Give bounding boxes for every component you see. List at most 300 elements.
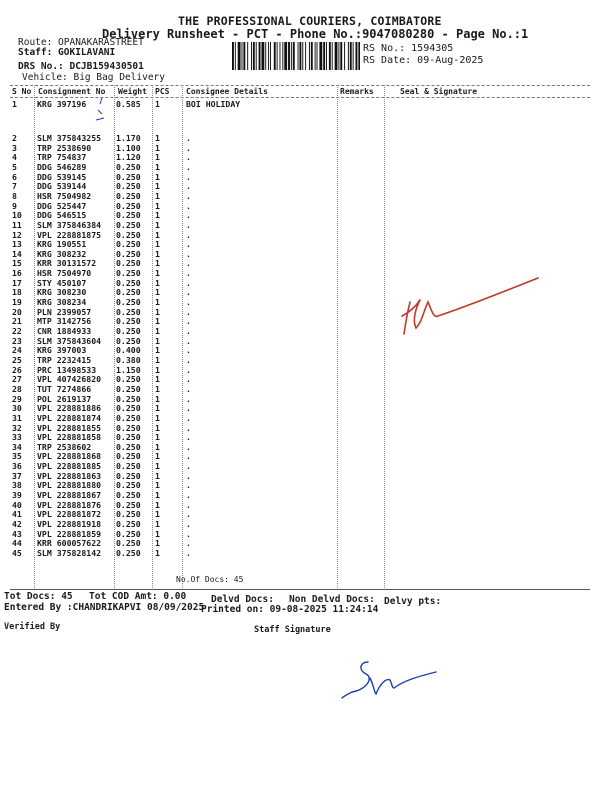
row-pcs: 1 bbox=[155, 268, 160, 279]
table-row bbox=[10, 269, 210, 278]
row-sno: 36 bbox=[12, 461, 22, 472]
row-consignment: KRG 308230 bbox=[37, 287, 87, 298]
barcode-bar bbox=[299, 42, 301, 70]
row-weight: 0.250 bbox=[116, 499, 141, 510]
row-sno: 13 bbox=[12, 239, 22, 250]
route-label: Route: OPANAKARASTREET bbox=[18, 37, 144, 48]
row-consignee-dot: . bbox=[186, 461, 191, 472]
row-pcs: 1 bbox=[155, 432, 160, 443]
row-sno: 35 bbox=[12, 451, 22, 462]
row-consignee-dot: . bbox=[186, 239, 191, 250]
row-sno: 4 bbox=[12, 152, 17, 163]
row-consignment: VPL 228881868 bbox=[37, 451, 102, 462]
row-sno: 43 bbox=[12, 528, 22, 539]
table-row bbox=[10, 240, 210, 249]
barcode-bar bbox=[277, 42, 278, 70]
table-row bbox=[10, 317, 210, 326]
row-consignee-dot: . bbox=[186, 210, 191, 221]
barcode-bar bbox=[261, 42, 264, 70]
row-weight: 0.250 bbox=[116, 258, 141, 269]
table-row bbox=[10, 221, 210, 230]
row-weight: 0.250 bbox=[116, 306, 141, 317]
table-row bbox=[10, 337, 210, 346]
row-consignee-dot: . bbox=[186, 229, 191, 240]
row-consignee-dot: . bbox=[186, 161, 191, 172]
row-consignment: KRG 190551 bbox=[37, 239, 87, 250]
table-row bbox=[10, 231, 210, 240]
table-row bbox=[10, 481, 210, 490]
barcode-image bbox=[232, 42, 360, 70]
row-pcs: 1 bbox=[155, 519, 160, 529]
row-weight: 0.380 bbox=[116, 354, 141, 365]
row-consignment: HSR 7504970 bbox=[37, 268, 92, 279]
row-weight: 0.250 bbox=[116, 461, 141, 472]
row-pcs: 1 bbox=[155, 335, 160, 346]
row-weight: 0.250 bbox=[116, 248, 141, 259]
row-weight: 0.250 bbox=[116, 219, 141, 230]
col-header-weight: Weight bbox=[118, 87, 147, 96]
tot-docs: Tot Docs: 45 bbox=[4, 591, 73, 602]
row-pcs: 1 bbox=[155, 499, 160, 510]
table-row bbox=[10, 452, 210, 461]
row-consignee-dot: . bbox=[186, 287, 191, 298]
row-sno: 33 bbox=[12, 432, 22, 443]
row-sno: 27 bbox=[12, 374, 22, 385]
row-weight: 0.250 bbox=[116, 200, 141, 211]
row-weight: 0.585 bbox=[116, 99, 141, 109]
row-weight: 0.250 bbox=[116, 171, 141, 182]
row-sno: 26 bbox=[12, 364, 22, 375]
row-pcs: 1 bbox=[155, 306, 160, 317]
table-row bbox=[10, 414, 210, 423]
row-sno: 19 bbox=[12, 297, 22, 308]
row-consignment: SLM 375828142 bbox=[37, 547, 102, 558]
ink-mark-icon bbox=[92, 96, 110, 126]
row-pcs: 1 bbox=[155, 326, 160, 336]
row-consignee-dot: . bbox=[186, 490, 191, 501]
column-divider bbox=[337, 85, 338, 590]
table-row bbox=[10, 549, 210, 558]
row-pcs: 1 bbox=[155, 547, 160, 558]
table-row bbox=[10, 298, 210, 307]
barcode-bar bbox=[274, 42, 276, 70]
table-row bbox=[10, 288, 210, 297]
row-consignment: TUT 7274866 bbox=[37, 383, 92, 394]
row-consignment: VPL 228881867 bbox=[37, 490, 102, 501]
row-weight: 1.170 bbox=[116, 133, 141, 143]
row-consignee-dot: . bbox=[186, 258, 191, 269]
row-consignment: KRG 397003 bbox=[37, 345, 87, 356]
barcode-bar bbox=[305, 42, 306, 70]
row-sno: 30 bbox=[12, 403, 22, 414]
row-sno: 18 bbox=[12, 287, 22, 298]
barcode-bar bbox=[302, 42, 303, 70]
table-row bbox=[10, 530, 210, 539]
barcode-bar bbox=[298, 42, 299, 70]
row-consignee-dot: . bbox=[186, 364, 191, 375]
delvd-docs: Delvd Docs: bbox=[211, 594, 274, 605]
row-consignment: VPL 228881880 bbox=[37, 480, 102, 491]
table-row bbox=[10, 510, 210, 519]
row-consignment: VPL 228881855 bbox=[37, 422, 102, 433]
row-consignee: BOI HOLIDAY bbox=[186, 99, 241, 109]
barcode-bar bbox=[265, 42, 266, 70]
row-consignee-dot: . bbox=[186, 277, 191, 288]
row-sno: 25 bbox=[12, 354, 22, 365]
tot-cod-amt: Tot COD Amt: 0.00 bbox=[89, 591, 187, 602]
col-header-pcs: PCS bbox=[155, 87, 170, 96]
row-weight: 0.250 bbox=[116, 393, 141, 404]
row-pcs: 1 bbox=[155, 412, 160, 423]
col-header-consignment: Consignment No bbox=[38, 87, 106, 96]
row-pcs: 1 bbox=[155, 161, 160, 172]
row-pcs: 1 bbox=[155, 383, 160, 394]
row-pcs: 1 bbox=[155, 171, 160, 182]
row-sno: 37 bbox=[12, 470, 22, 481]
row-consignee-dot: . bbox=[186, 248, 191, 259]
row-consignment: DDG 546289 bbox=[37, 161, 87, 172]
row-pcs: 1 bbox=[155, 509, 160, 520]
row-consignment: HSR 7504982 bbox=[37, 190, 92, 201]
row-pcs: 1 bbox=[155, 200, 160, 211]
row-consignee-dot: . bbox=[186, 297, 191, 308]
row-pcs: 1 bbox=[155, 528, 160, 539]
row-consignment: TRP 2538690 bbox=[37, 142, 92, 153]
table-row bbox=[10, 472, 210, 481]
row-sno: 10 bbox=[12, 210, 22, 221]
row-weight: 0.250 bbox=[116, 509, 141, 520]
row-weight: 0.250 bbox=[116, 490, 141, 501]
table-row bbox=[10, 385, 210, 394]
row-pcs: 1 bbox=[155, 239, 160, 250]
barcode-bar bbox=[358, 42, 360, 70]
barcode-bar bbox=[340, 42, 342, 70]
row-weight: 0.250 bbox=[116, 277, 141, 288]
table-row bbox=[10, 346, 210, 355]
row-pcs: 1 bbox=[155, 393, 160, 404]
table-row bbox=[10, 144, 210, 153]
row-consignment: VPL 228881885 bbox=[37, 461, 102, 472]
row-weight: 0.250 bbox=[116, 528, 141, 539]
row-consignment: TRP 2538602 bbox=[37, 441, 92, 452]
barcode-bar bbox=[238, 42, 241, 70]
table-bottom-rule bbox=[10, 589, 590, 590]
row-consignment: VPL 228881858 bbox=[37, 432, 102, 443]
row-weight: 0.250 bbox=[116, 432, 141, 443]
row-pcs: 1 bbox=[155, 229, 160, 240]
row-consignment: KRG 308232 bbox=[37, 248, 87, 259]
table-row bbox=[10, 356, 210, 365]
row-consignment: VPL 228881874 bbox=[37, 412, 102, 423]
row-consignee-dot: . bbox=[186, 412, 191, 423]
table-row bbox=[10, 443, 210, 452]
row-sno: 2 bbox=[12, 133, 17, 143]
col-header-sno: S No bbox=[12, 87, 32, 96]
row-consignee-dot: . bbox=[186, 528, 191, 539]
row-sno: 31 bbox=[12, 412, 22, 423]
barcode-bar bbox=[348, 42, 349, 70]
row-pcs: 1 bbox=[155, 219, 160, 230]
row-sno: 32 bbox=[12, 422, 22, 433]
row-consignee-dot: . bbox=[186, 393, 191, 404]
table-row bbox=[10, 491, 210, 500]
row-consignee-dot: . bbox=[186, 326, 191, 336]
row-weight: 0.250 bbox=[116, 326, 141, 336]
table-row bbox=[10, 501, 210, 510]
row-consignment: STY 450107 bbox=[37, 277, 87, 288]
entered-by: Entered By :CHANDRIKAPVI 08/09/2025 bbox=[4, 602, 205, 613]
row-sno: 23 bbox=[12, 335, 22, 346]
row-weight: 0.250 bbox=[116, 374, 141, 385]
barcode-bar bbox=[350, 42, 352, 70]
col-header-consignee: Consignee Details bbox=[186, 87, 268, 96]
table-row bbox=[10, 395, 210, 404]
row-sno: 5 bbox=[12, 161, 17, 172]
row-weight: 0.250 bbox=[116, 470, 141, 481]
row-pcs: 1 bbox=[155, 297, 160, 308]
verified-by: Verified By bbox=[4, 622, 61, 632]
row-weight: 0.250 bbox=[116, 287, 141, 298]
col-header-remarks: Remarks bbox=[340, 87, 374, 96]
row-sno: 15 bbox=[12, 258, 22, 269]
row-consignee-dot: . bbox=[186, 133, 191, 143]
row-sno: 39 bbox=[12, 490, 22, 501]
row-consignment: VPL 228881872 bbox=[37, 509, 102, 520]
row-consignee-dot: . bbox=[186, 268, 191, 279]
row-weight: 0.250 bbox=[116, 297, 141, 308]
row-sno: 45 bbox=[12, 547, 22, 558]
barcode-bar bbox=[280, 42, 281, 70]
row-consignee-dot: . bbox=[186, 354, 191, 365]
row-consignee-dot: . bbox=[186, 403, 191, 414]
row-pcs: 1 bbox=[155, 403, 160, 414]
table-row bbox=[10, 539, 210, 548]
row-consignment: SLM 375846384 bbox=[37, 219, 102, 230]
row-consignee-dot: . bbox=[186, 316, 191, 327]
row-pcs: 1 bbox=[155, 181, 160, 192]
table-row bbox=[10, 308, 210, 317]
row-sno: 6 bbox=[12, 171, 17, 182]
runsheet-title: Delivery Runsheet - PCT - Phone No.:9047080280 - Page No.:1 bbox=[102, 27, 529, 41]
row-consignee-dot: . bbox=[186, 152, 191, 163]
row-pcs: 1 bbox=[155, 99, 160, 109]
row-consignment: PLN 2399057 bbox=[37, 306, 92, 317]
row-sno: 14 bbox=[12, 248, 22, 259]
row-pcs: 1 bbox=[155, 470, 160, 481]
row-consignee-dot: . bbox=[186, 200, 191, 211]
row-sno: 16 bbox=[12, 268, 22, 279]
row-sno: 7 bbox=[12, 181, 17, 192]
row-consignee-dot: . bbox=[186, 547, 191, 558]
barcode-bar bbox=[338, 42, 339, 70]
row-consignee-dot: . bbox=[186, 480, 191, 491]
row-sno: 9 bbox=[12, 200, 17, 211]
row-weight: 0.250 bbox=[116, 422, 141, 433]
row-consignee-dot: . bbox=[186, 519, 191, 529]
row-consignment: DDG 546515 bbox=[37, 210, 87, 221]
barcode-bar bbox=[282, 42, 283, 70]
row-pcs: 1 bbox=[155, 480, 160, 491]
row-sno: 41 bbox=[12, 509, 22, 520]
barcode-bar bbox=[232, 42, 234, 70]
row-weight: 0.250 bbox=[116, 210, 141, 221]
row-consignee-dot: . bbox=[186, 499, 191, 510]
table-row bbox=[10, 520, 210, 529]
row-weight: 0.250 bbox=[116, 480, 141, 491]
barcode-bar bbox=[344, 42, 345, 70]
row-pcs: 1 bbox=[155, 210, 160, 221]
row-sno: 1 bbox=[12, 99, 17, 109]
row-weight: 0.250 bbox=[116, 383, 141, 394]
row-pcs: 1 bbox=[155, 190, 160, 201]
row-sno: 24 bbox=[12, 345, 22, 356]
barcode-bar bbox=[323, 42, 325, 70]
barcode-bar bbox=[256, 42, 257, 70]
row-consignee-dot: . bbox=[186, 432, 191, 443]
row-consignee-dot: . bbox=[186, 374, 191, 385]
rs-date: RS Date: 09-Aug-2025 bbox=[363, 55, 484, 66]
row-weight: 0.250 bbox=[116, 538, 141, 549]
row-weight: 0.250 bbox=[116, 412, 141, 423]
row-consignment: VPL 228881886 bbox=[37, 403, 102, 414]
row-consignee-dot: . bbox=[186, 441, 191, 452]
printed-on: Printed on: 09-08-2025 11:24:14 bbox=[201, 604, 379, 615]
no-of-docs: No.Of Docs: 45 bbox=[176, 575, 244, 584]
row-consignment: SLM 375843255 bbox=[37, 133, 102, 143]
row-consignee-dot: . bbox=[186, 219, 191, 230]
table-row bbox=[10, 375, 210, 384]
row-consignment: VPL 228881863 bbox=[37, 470, 102, 481]
row-sno: 8 bbox=[12, 190, 17, 201]
row-weight: 0.250 bbox=[116, 229, 141, 240]
drs-number: DRS No.: DCJB159430501 bbox=[18, 61, 144, 72]
row-pcs: 1 bbox=[155, 248, 160, 259]
row-consignee-dot: . bbox=[186, 451, 191, 462]
barcode-bar bbox=[329, 42, 331, 70]
row-consignee-dot: . bbox=[186, 306, 191, 317]
row-pcs: 1 bbox=[155, 142, 160, 153]
row-weight: 0.250 bbox=[116, 519, 141, 529]
table-row bbox=[10, 153, 210, 162]
row-sno: 29 bbox=[12, 393, 22, 404]
row-sno: 40 bbox=[12, 499, 22, 510]
row-consignment: KRG 397196 bbox=[37, 99, 87, 109]
table-row bbox=[10, 134, 210, 143]
row-pcs: 1 bbox=[155, 374, 160, 385]
table-row bbox=[10, 327, 210, 336]
barcode-bar bbox=[270, 42, 271, 70]
row-consignment: CNR 1884933 bbox=[37, 326, 92, 336]
company-name: THE PROFESSIONAL COURIERS, COIMBATORE bbox=[178, 14, 442, 28]
barcode-bar bbox=[335, 42, 338, 70]
row-weight: 0.250 bbox=[116, 316, 141, 327]
row-weight: 0.250 bbox=[116, 161, 141, 172]
barcode-bar bbox=[311, 42, 313, 70]
row-pcs: 1 bbox=[155, 316, 160, 327]
delvy-pts: Delvy pts: bbox=[384, 596, 442, 607]
row-consignee-dot: . bbox=[186, 181, 191, 192]
barcode-bar bbox=[288, 42, 290, 70]
row-pcs: 1 bbox=[155, 277, 160, 288]
row-consignment: POL 2619137 bbox=[37, 393, 92, 404]
table-row bbox=[10, 192, 210, 201]
table-row bbox=[10, 182, 210, 191]
row-weight: 0.250 bbox=[116, 268, 141, 279]
table-row bbox=[10, 279, 210, 288]
barcode-bar bbox=[253, 42, 255, 70]
row-pcs: 1 bbox=[155, 441, 160, 452]
blue-signature-icon bbox=[340, 656, 440, 702]
row-sno: 3 bbox=[12, 142, 17, 153]
barcode-bar bbox=[242, 42, 243, 70]
table-top-rule bbox=[10, 85, 590, 86]
row-sno: 21 bbox=[12, 316, 22, 327]
barcode-bar bbox=[284, 42, 287, 70]
row-sno: 42 bbox=[12, 519, 22, 529]
table-row bbox=[10, 433, 210, 442]
barcode-bar bbox=[326, 42, 327, 70]
row-consignee-dot: . bbox=[186, 142, 191, 153]
row-consignment: VPL 228881918 bbox=[37, 519, 102, 529]
row-consignment: TRP 2232415 bbox=[37, 354, 92, 365]
barcode-bar bbox=[353, 42, 354, 70]
row-consignee-dot: . bbox=[186, 422, 191, 433]
row-weight: 0.250 bbox=[116, 190, 141, 201]
row-sno: 22 bbox=[12, 326, 22, 336]
row-weight: 0.250 bbox=[116, 451, 141, 462]
barcode-bar bbox=[319, 42, 322, 70]
row-pcs: 1 bbox=[155, 490, 160, 501]
row-pcs: 1 bbox=[155, 258, 160, 269]
table-row bbox=[10, 462, 210, 471]
table-row bbox=[10, 424, 210, 433]
row-pcs: 1 bbox=[155, 364, 160, 375]
barcode-bar bbox=[309, 42, 310, 70]
row-pcs: 1 bbox=[155, 354, 160, 365]
table-row-first bbox=[10, 100, 410, 109]
barcode-bar bbox=[243, 42, 245, 70]
row-consignment: DDG 525447 bbox=[37, 200, 87, 211]
row-sno: 11 bbox=[12, 219, 22, 230]
row-consignment: TRP 754837 bbox=[37, 152, 87, 163]
barcode-bar bbox=[317, 42, 318, 70]
row-consignment: KRR 30131572 bbox=[37, 258, 97, 269]
row-consignment: SLM 375843604 bbox=[37, 335, 102, 346]
barcode-bar bbox=[235, 42, 236, 70]
row-consignment: KRR 600057622 bbox=[37, 538, 102, 549]
row-consignment: VPL 228881875 bbox=[37, 229, 102, 240]
table-row bbox=[10, 259, 210, 268]
row-consignee-dot: . bbox=[186, 509, 191, 520]
row-consignee-dot: . bbox=[186, 345, 191, 356]
row-consignment: DDG 539145 bbox=[37, 171, 87, 182]
vehicle-label: Vehicle: Big Bag Delivery bbox=[22, 72, 165, 83]
row-sno: 34 bbox=[12, 441, 22, 452]
barcode-bar bbox=[332, 42, 333, 70]
row-pcs: 1 bbox=[155, 461, 160, 472]
table-row bbox=[10, 250, 210, 259]
table-row bbox=[10, 173, 210, 182]
row-pcs: 1 bbox=[155, 538, 160, 549]
row-consignment: DDG 539144 bbox=[37, 181, 87, 192]
red-signature-icon bbox=[398, 272, 542, 340]
row-weight: 0.250 bbox=[116, 239, 141, 250]
table-row bbox=[10, 163, 210, 172]
staff-label: Staff: GOKILAVANI bbox=[18, 47, 116, 58]
row-sno: 17 bbox=[12, 277, 22, 288]
row-consignee-dot: . bbox=[186, 190, 191, 201]
column-divider bbox=[384, 85, 385, 590]
